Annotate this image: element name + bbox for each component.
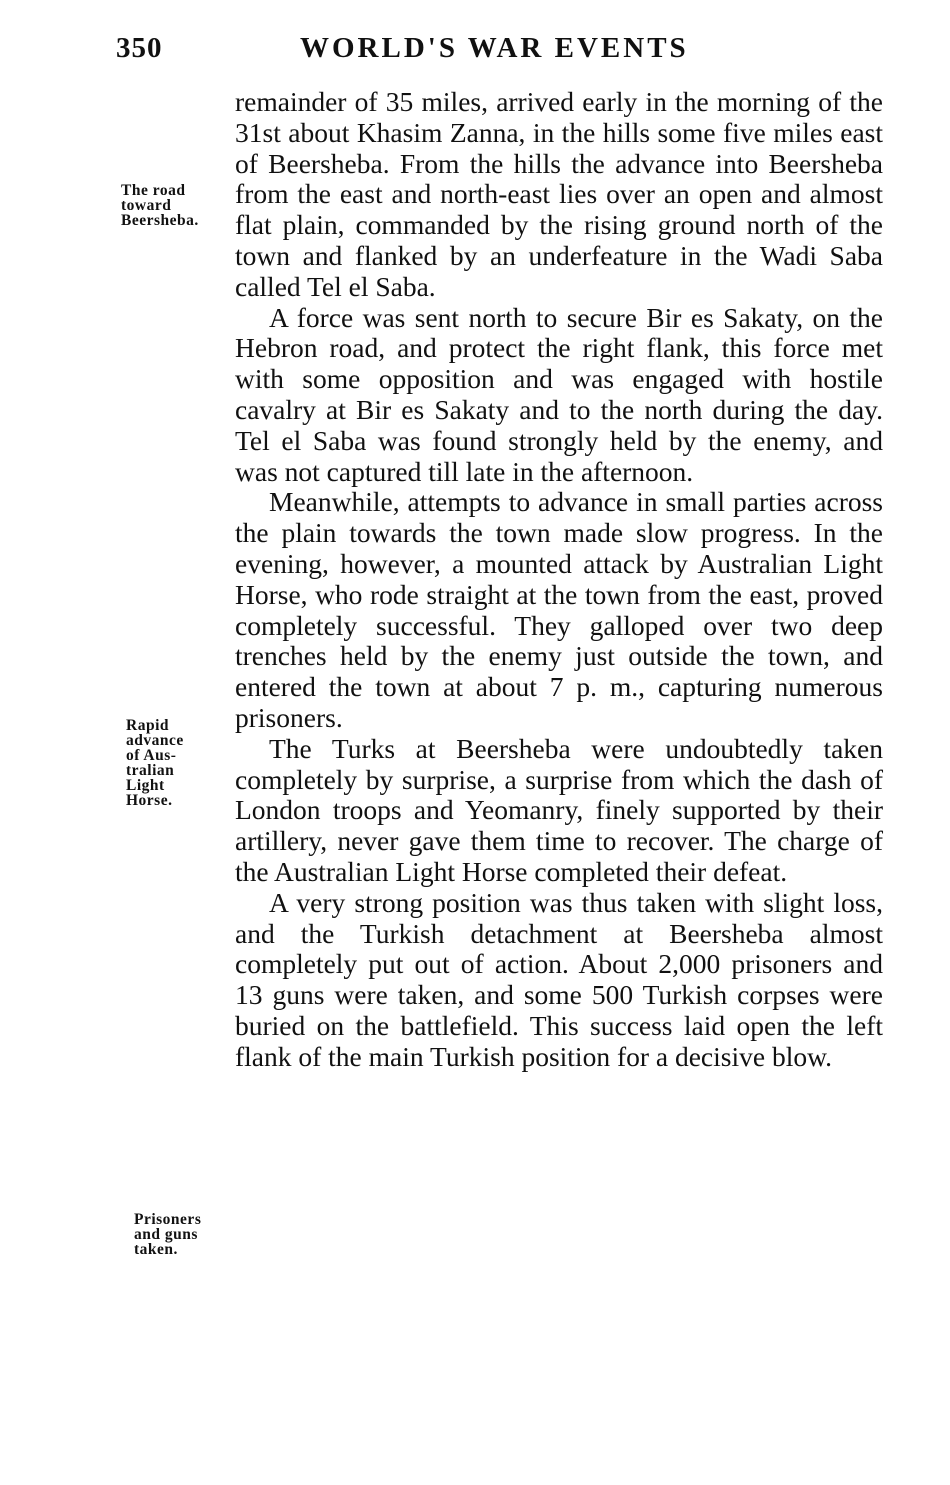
paragraph: The Turks at Beersheba were undoubtedly taken completely by surprise, a surprise from which the dash of London troops and Yeomanry, finely supported by their artillery, never gave them time to recover. The charge of the Australian Light Horse completed their defeat. — [235, 732, 883, 887]
paragraph: remainder of 35 miles, arrived early in the morning of the 31st about Khasim Zanna, in the hills some five miles east of Beersheba. From the hills the advance into Beersheba from the east and north-east lies over an open and almost flat plain, commanded by the rising ground north of the town and flanked by an underfeature in the Wadi Saba called Tel el Saba. — [235, 86, 883, 302]
sidenote-line: Prisoners — [134, 1211, 202, 1228]
sidenote-line: The road — [121, 182, 186, 199]
running-title: WORLD'S WAR EVENTS — [300, 32, 689, 64]
sidenote-line: taken. — [134, 1241, 178, 1258]
sidenote-rapid-advance — [126, 718, 184, 808]
sidenote-line: toward — [121, 197, 172, 214]
sidenote-line: advance — [126, 732, 184, 749]
sidenote-prisoners-and-guns — [134, 1212, 201, 1257]
sidenote-line: and guns — [134, 1226, 198, 1243]
sidenote-line: tralian — [126, 762, 175, 779]
paragraph: A very strong position was thus taken with slight loss, and the Turkish detachment at Beersheba almost completely put out of action. About 2,000 prisoners and 13 guns were taken, and some 500 Turkish corpses were buried on the battlefield. This success laid open the left flank of the main Turkish position for a decisive blow. — [235, 886, 883, 1072]
page-number: 350 — [116, 32, 163, 64]
body-text — [235, 87, 883, 1073]
sidenote-road-toward-beersheba — [121, 183, 199, 228]
sidenote-line: of Aus- — [126, 747, 177, 764]
paragraph: Meanwhile, attempts to advance in small parties across the plain towards the town made slow progress. In the evening, however, a mounted attack by Australian Light Horse, who rode straight at the town from the east, proved completely successful. They galloped over two deep trenches held by the enemy just outside the town, and entered the town at about 7 p. m., capturing numerous prisoners. — [235, 486, 883, 733]
sidenote-line: Rapid — [126, 717, 169, 734]
paragraph: A force was sent north to secure Bir es Sakaty, on the Hebron road, and protect the right flank, this force met with some opposition and was engaged with hostile cavalry at Bir es Sakaty and to the north during the day. Tel el Saba was found strongly held by the enemy, and was not captured till late in the afternoon. — [235, 301, 883, 487]
sidenote-line: Horse. — [126, 792, 173, 809]
sidenote-line: Light — [126, 777, 165, 794]
sidenote-line: Beersheba. — [121, 212, 199, 229]
